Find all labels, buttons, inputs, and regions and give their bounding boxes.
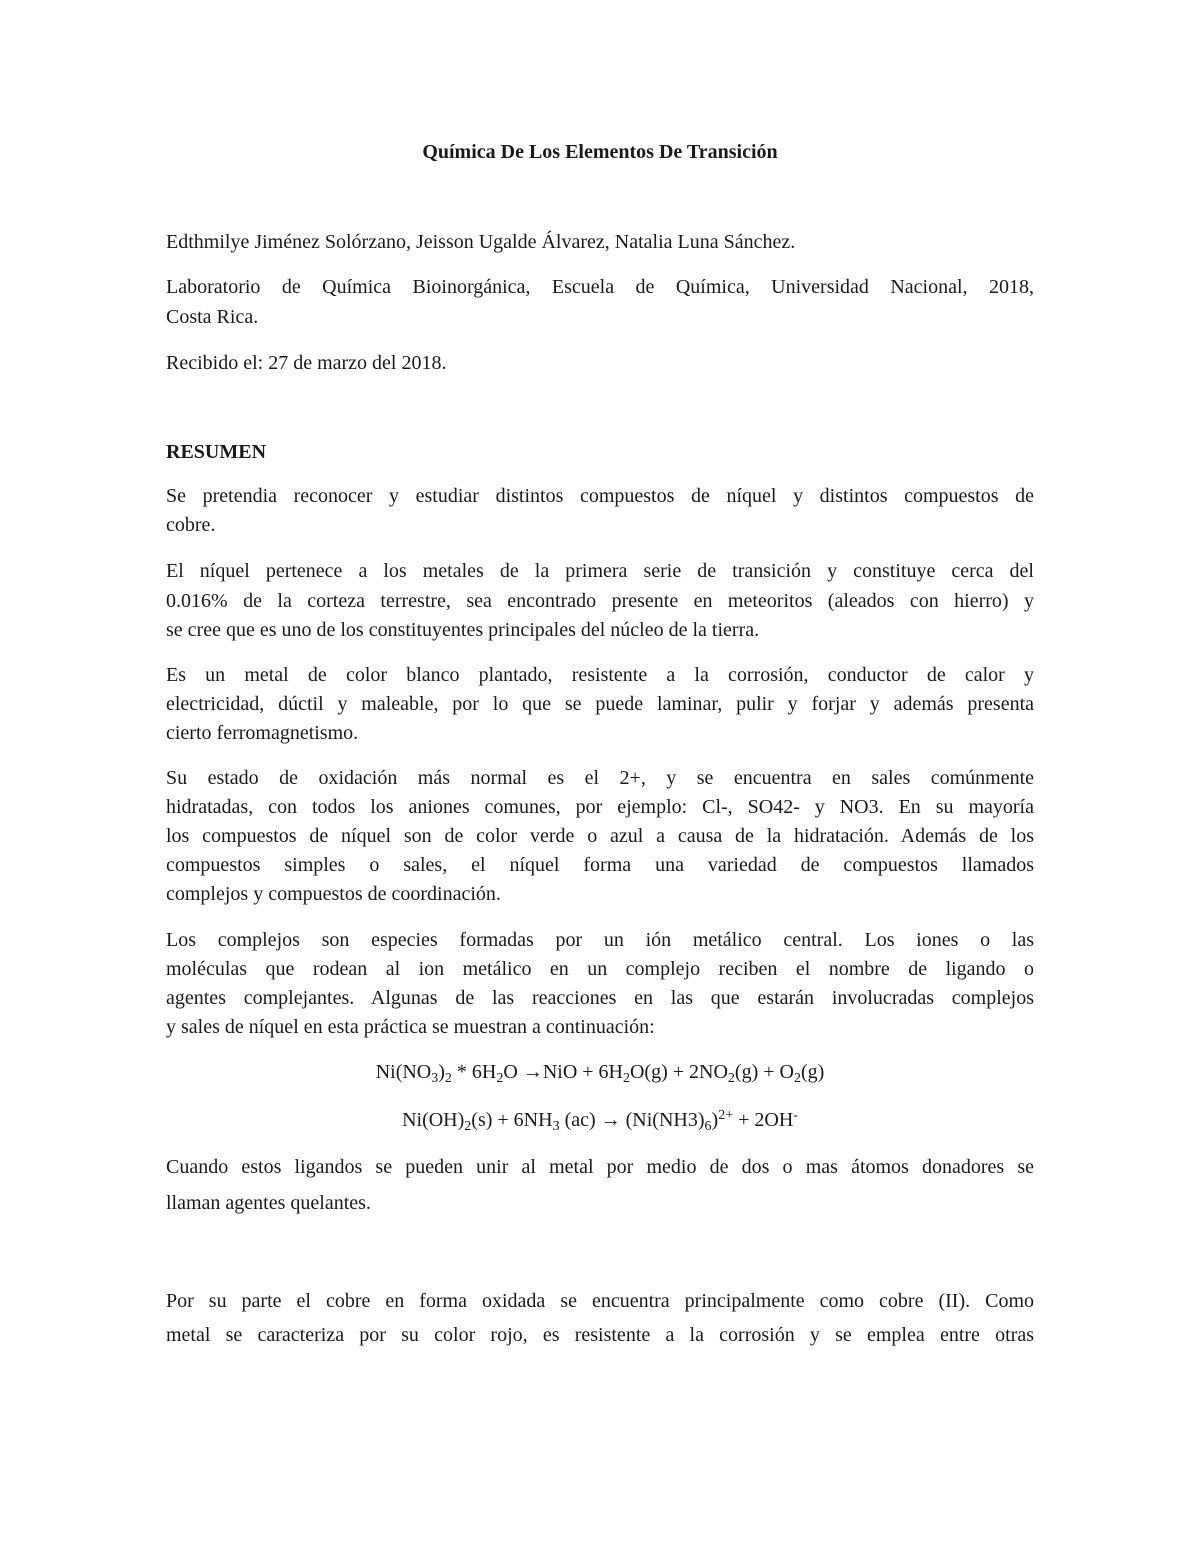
chemical-equation: $Ni(NO_3)_2 * 6H_2O \to NiO + 6H_2O(g) + 2NO_2(g) + O_2(g)$ [375, 1061, 825, 1086]
paragraph-line: agentes complejantes. Algunas de las reacciones en las que estarán involucradas complejos [166, 987, 1034, 1009]
paragraph-line: metal se caracteriza por su color rojo, es resistente a la corrosión y se emplea entre otras [166, 1324, 1034, 1346]
paragraph-line: llaman agentes quelantes. [166, 1192, 371, 1214]
paragraph-line: Cuando estos ligandos se pueden unir al metal por medio de dos o mas átomos donadores se [166, 1156, 1034, 1178]
paragraph-line: hidratadas, con todos los aniones comunes, por ejemplo: Cl-, SO42- y NO3. En su mayoría [166, 796, 1034, 818]
paragraph-line: cobre. [166, 514, 216, 536]
paragraph-line: Se pretendia reconocer y estudiar distintos compuestos de níquel y distintos compuestos de [166, 485, 1034, 507]
paragraph-line: El níquel pertenece a los metales de la primera serie de transición y constituye cerca del [166, 560, 1034, 582]
paragraph-line: Es un metal de color blanco plantado, resistente a la corrosión, conductor de calor y [166, 664, 1034, 686]
paragraph-line: se cree que es uno de los constituyentes principales del núcleo de la tierra. [166, 619, 760, 641]
affiliation-line: Laboratorio de Química Bioinorgánica, Escuela de Química, Universidad Nacional, 2018, [166, 276, 1034, 298]
paragraph-line: complejos y compuestos de coordinación. [166, 883, 501, 905]
chemical-equation: $Ni(OH)_2(s) + 6NH_3$ $(ac) \to (Ni(NH3)_6)^{2+} + 2OH^-$ [402, 1108, 798, 1134]
authors-line: Edthmilye Jiménez Solórzano, Jeisson Ugalde Álvarez, Natalia Luna Sánchez. [166, 231, 796, 253]
document-title: Química De Los Elementos De Transición [422, 141, 778, 163]
section-heading: RESUMEN [166, 441, 267, 463]
paragraph-line: Por su parte el cobre en forma oxidada se encuentra principalmente como cobre (II). Como [166, 1290, 1034, 1312]
affiliation-line: Costa Rica. [166, 306, 259, 328]
paragraph-line: moléculas que rodean al ion metálico en un complejo reciben el nombre de ligando o [166, 958, 1034, 980]
paragraph-line: cierto ferromagnetismo. [166, 722, 359, 744]
paragraph-line: 0.016% de la corteza terrestre, sea encontrado presente en meteoritos (aleados con hierro) y [166, 590, 1034, 612]
received-date: Recibido el: 27 de marzo del 2018. [166, 352, 447, 374]
paragraph-line: Su estado de oxidación más normal es el 2+, y se encuentra en sales comúnmente [166, 767, 1034, 789]
paragraph-line: compuestos simples o sales, el níquel forma una variedad de compuestos llamados [166, 854, 1034, 876]
paragraph-line: electricidad, dúctil y maleable, por lo que se puede laminar, pulir y forjar y además presenta [166, 693, 1034, 715]
paragraph-line: Los complejos son especies formadas por un ión metálico central. Los iones o las [166, 929, 1034, 951]
paragraph-line: y sales de níquel en esta práctica se muestran a continuación: [166, 1016, 655, 1038]
paragraph-line: los compuestos de níquel son de color verde o azul a causa de la hidratación. Además de los [166, 825, 1034, 847]
